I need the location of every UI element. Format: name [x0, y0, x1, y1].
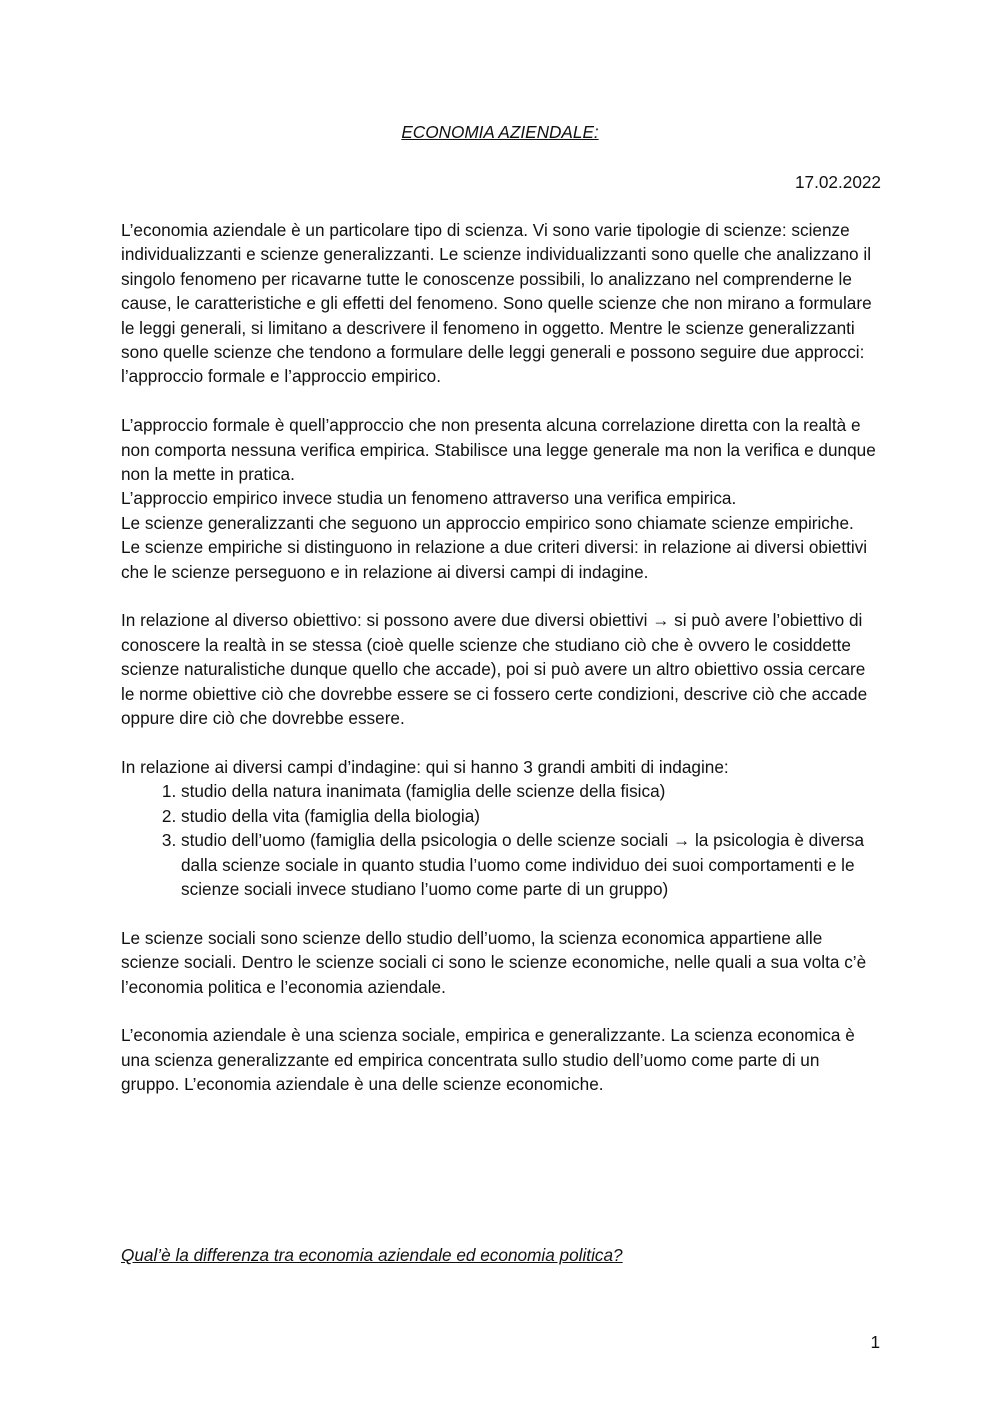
- document-title: ECONOMIA AZIENDALE:: [401, 122, 599, 142]
- paragraph-social-sciences: Le scienze sociali sono scienze dello studio dell’uomo, la scienza economica appartiene alle scienze sociali. Dentro le scienze sociali ci sono le scienze economiche, nelle quali a sua volta c’è l’economia politica e l’economia aziendale.: [121, 927, 867, 997]
- paragraph-empirical-approach: L’approccio empirico invece studia un fenomeno attraverso una verifica empirica.: [121, 488, 737, 509]
- fields-list: [121, 779, 881, 901]
- paragraph-empirical-sciences: Le scienze generalizzanti che seguono un approccio empirico sono chiamate scienze empiriche.: [121, 512, 854, 533]
- section-question: Qual’è la differenza tra economia aziendale ed economia politica?: [121, 1245, 623, 1265]
- page-number: 1: [870, 1332, 880, 1352]
- paragraph-criteria: Le scienze empiriche si distinguono in relazione a due criteri diversi: in relazione ai diversi obiettivi che le scienze perseguono e in relazione ai diversi campi di indagine.: [121, 537, 868, 582]
- paragraph-objectives: In relazione al diverso obiettivo: si possono avere due diversi obiettivi → si può avere l’obiettivo di conoscere la realtà in se stessa (cioè quelle scienze che studiano ciò che è ovvero le cosiddette scienze naturalistiche dunque quello che accade), poi si può avere un altro obiettivo ossia cercare le norme obiettive ciò che dovrebbe essere se ci fossero certe condizioni, descrive ciò che accade oppure dire ciò che dovrebbe essere.: [121, 610, 868, 729]
- list-item: 3. studio dell’uomo (famiglia della psicologia o delle scienze sociali → la psicologia è diversa dalla scienze sociale in quanto studia l’uomo come individuo dei suoi comportamenti e le scienze sociali invece studiano l’uomo come parte di un gruppo): [181, 828, 881, 901]
- document-date: 17.02.2022: [794, 172, 881, 192]
- list-item: 2. studio della vita (famiglia della biologia): [181, 804, 881, 828]
- paragraph-fields-intro: In relazione ai diversi campi d’indagine: qui si hanno 3 grandi ambiti di indagine:: [121, 756, 729, 777]
- document-body: [121, 218, 881, 1121]
- paragraph-business-economics: L’economia aziendale è una scienza sociale, empirica e generalizzante. La scienza economica è una scienza generalizzante ed empirica concentrata sullo studio dell’uomo come parte di un gruppo. L’economia aziendale è una delle scienze economiche.: [121, 1025, 855, 1095]
- paragraph-formal-approach: L’approccio formale è quell’approccio che non presenta alcuna correlazione diretta con la realtà e non comporta nessuna verifica empirica. Stabilisce una legge generale ma non la verifica e dunque non la mette in pratica.: [121, 415, 876, 485]
- paragraph-intro: L’economia aziendale è un particolare tipo di scienza. Vi sono varie tipologie di scienze: scienze individualizzanti e scienze generalizzanti. Le scienze individualizzanti sono quelle che analizzano il singolo fenomeno per ricavarne tutte le conoscenze possibili, lo analizzano nel comprenderne le cause, le caratteristiche e gli effetti del fenomeno. Sono quelle scienze che non mirano a formulare le leggi generali, si limitano a descrivere il fenomeno in oggetto. Mentre le scienze generalizzanti sono quelle scienze che tendono a formulare delle leggi generali e possono seguire due approcci: l’approccio formale e l’approccio empirico.: [121, 220, 872, 387]
- list-item: 1. studio della natura inanimata (famiglia delle scienze della fisica): [181, 779, 881, 803]
